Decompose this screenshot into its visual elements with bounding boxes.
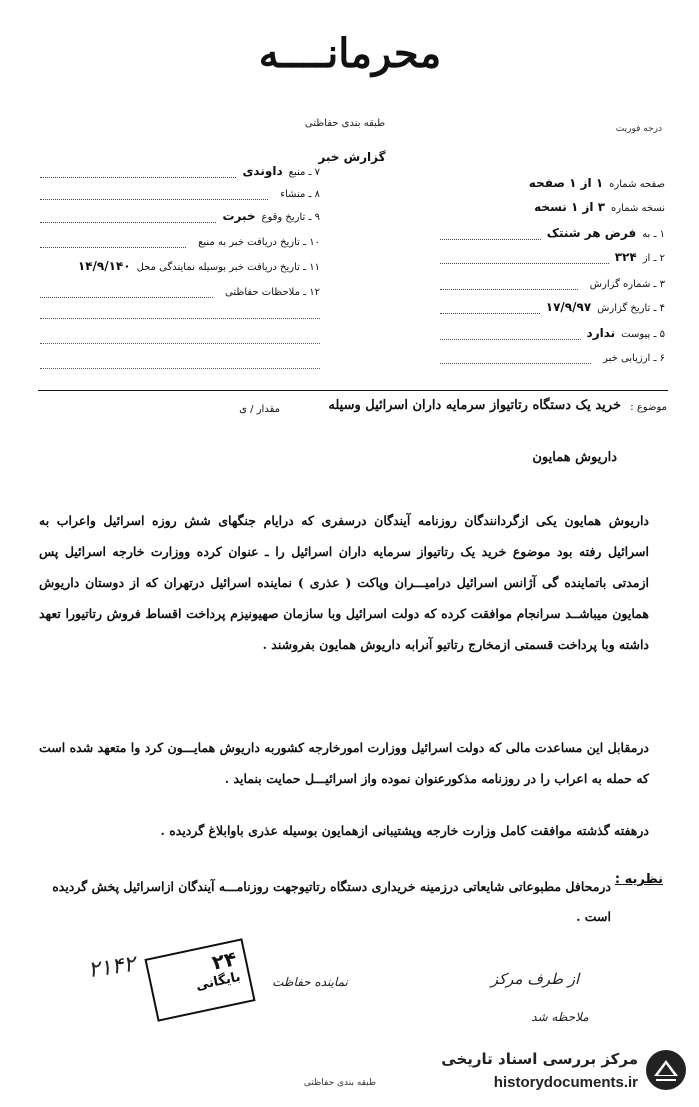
subject-label: موضوع : bbox=[630, 402, 667, 413]
field-value: داوندی bbox=[242, 164, 283, 178]
body-paragraph: داریوش همایون یکی ازگردانندگان روزنامه آیندگان درسفری که درایام جنگهای شش روزه اسرائیل واعراب به اسرائیل رفته بود موضوع خرید یک رتاتیواز سرمایه داران اسرائیل را ـ عنوان کرده ووزارت خارجه اسرائیل پس ازمدتی باتماینده گی آژانس اسرائیل درامیـــران وپاکت ( عذری ) نماینده اسرائیل درتهران که از دوستان داریوش همایون میباشــد سرانجام موافقت کرده که دولت اسرائیل وبا سازمان صهیونیزم پرداخت اقساط فروش رتاتیورا تعهد داشته وبا پرداخت قسمتی ازمخارج رتاتیو آنرابه داریوش همایون بفروشند . bbox=[39, 513, 649, 652]
dotted-line bbox=[40, 368, 320, 369]
field-label: ۹ ـ تاریخ وقوع bbox=[261, 212, 320, 223]
body-paragraph: درمقابل این مساعدت مالی که دولت اسرائیل ووزارت امورخارجه کشوربه داریوش همایـــون کرد وا متعهد شده است که حمله به اعراب را در روزنامه مذکورعنوان نموده واز اسرائیـــل حمایت بنماید . bbox=[39, 740, 649, 786]
separator-line bbox=[38, 390, 668, 391]
field-value: ۱ از ۱ صفحه bbox=[528, 176, 604, 190]
field-value: ۳۲۴ bbox=[614, 250, 637, 264]
opinion-text: درمحافل مطبوعاتی شایعاتی درزمینه خریداری دستگاه رتاتیوجهت روزنامـــه آیندگان ازاسرائیل پخش گردیده است . bbox=[52, 879, 611, 924]
field-event-date bbox=[40, 205, 320, 223]
field-label: صفحه شماره bbox=[609, 179, 665, 190]
document-title: محرمانــــه bbox=[258, 30, 442, 77]
subject-text: خرید یک دستگاه رتاتیواز سرمایه داران اسرائیل وسیله bbox=[328, 398, 621, 413]
field-value: فرض هر شنتک bbox=[546, 226, 637, 240]
field-label: ۷ ـ منبع bbox=[288, 167, 320, 178]
signature-left: نماینده حفاظت bbox=[272, 975, 348, 989]
signature-right-top: از طرف مرکز bbox=[490, 970, 580, 988]
field-receipt-date-source bbox=[40, 230, 320, 248]
field-label: ۱۰ ـ تاریخ دریافت خبر به منبع bbox=[198, 237, 320, 248]
field-source bbox=[40, 160, 320, 178]
dotted-line bbox=[40, 296, 213, 298]
field-copy-number bbox=[440, 196, 665, 214]
opinion-label: نظریه : bbox=[614, 872, 663, 887]
footer-classification: طبقه بندی حفاظتی bbox=[303, 1078, 377, 1088]
field-value: ۳ از ۱ نسخه bbox=[534, 200, 606, 214]
dotted-line bbox=[40, 176, 236, 178]
watermark bbox=[410, 1048, 690, 1100]
field-report-number bbox=[440, 272, 665, 290]
field-security-notes bbox=[40, 280, 320, 298]
signature-right-bottom: ملاحظه شد bbox=[531, 1010, 589, 1024]
subject-line2: داریوش همایون bbox=[532, 450, 617, 465]
field-receipt-date-office bbox=[40, 255, 320, 273]
field-label: ۳ ـ شماره گزارش bbox=[589, 279, 665, 290]
field-attachment bbox=[440, 322, 665, 340]
field-label: ۸ ـ منشاء bbox=[280, 189, 320, 200]
dotted-line bbox=[440, 362, 591, 364]
stamp-label: بایگانی bbox=[194, 969, 242, 994]
report-type: گزارش خبر bbox=[318, 150, 386, 164]
field-value: ۱۷/۹/۹۷ bbox=[545, 300, 592, 314]
dotted-line bbox=[440, 288, 578, 290]
field-label: نسخه شماره bbox=[611, 203, 665, 214]
watermark-title: مرکز بررسی اسناد تاریخی bbox=[441, 1050, 638, 1068]
field-origin bbox=[40, 182, 320, 200]
dotted-line bbox=[440, 238, 541, 240]
field-label: ۵ ـ پیوست bbox=[621, 329, 665, 340]
field-value: ندارد bbox=[586, 326, 616, 340]
field-from bbox=[440, 246, 665, 264]
field-label: ۴ ـ تاریخ گزارش bbox=[597, 303, 665, 314]
body-paragraph: درهفته گذشته موافقت کامل وزارت خارجه وپشتیبانی ازهمایون بوسیله عذری باوابلاغ گردیده . bbox=[160, 823, 649, 838]
dotted-line bbox=[40, 246, 186, 248]
urgency-label: درجه فوریت bbox=[615, 124, 662, 134]
field-value: ۱۴/۹/۱۴۰ bbox=[77, 259, 131, 273]
book-logo-icon bbox=[644, 1048, 688, 1092]
field-label: ۲ ـ از bbox=[642, 253, 665, 264]
field-evaluation bbox=[440, 346, 665, 364]
field-to bbox=[440, 222, 665, 240]
field-label: ۱۲ ـ ملاحظات حفاظتی bbox=[225, 287, 320, 298]
archive-stamp bbox=[144, 938, 255, 1021]
field-report-date bbox=[440, 296, 665, 314]
handwritten-number: ۲۱۴۲ bbox=[86, 951, 137, 984]
classification-label: طبقه بندی حفاظتی bbox=[304, 118, 386, 129]
dotted-line bbox=[40, 343, 320, 344]
dotted-line bbox=[40, 221, 216, 223]
field-label: ۱ ـ به bbox=[642, 229, 665, 240]
dotted-line bbox=[440, 312, 540, 314]
stamp-number: ۲۴ bbox=[209, 946, 239, 975]
dotted-line bbox=[440, 338, 581, 340]
field-value: خبرت bbox=[222, 209, 256, 223]
field-label: ۶ ـ ارزیابی خبر bbox=[603, 353, 665, 364]
dotted-line bbox=[440, 262, 609, 264]
dotted-line bbox=[40, 318, 320, 319]
field-label: ۱۱ ـ تاریخ دریافت خبر بوسیله نمایندگی محل bbox=[136, 262, 320, 273]
field-page-number bbox=[440, 172, 665, 190]
watermark-url: historydocuments.ir bbox=[493, 1074, 638, 1091]
subject-extra: مقدار / ی bbox=[239, 404, 280, 415]
dotted-line bbox=[40, 198, 268, 200]
